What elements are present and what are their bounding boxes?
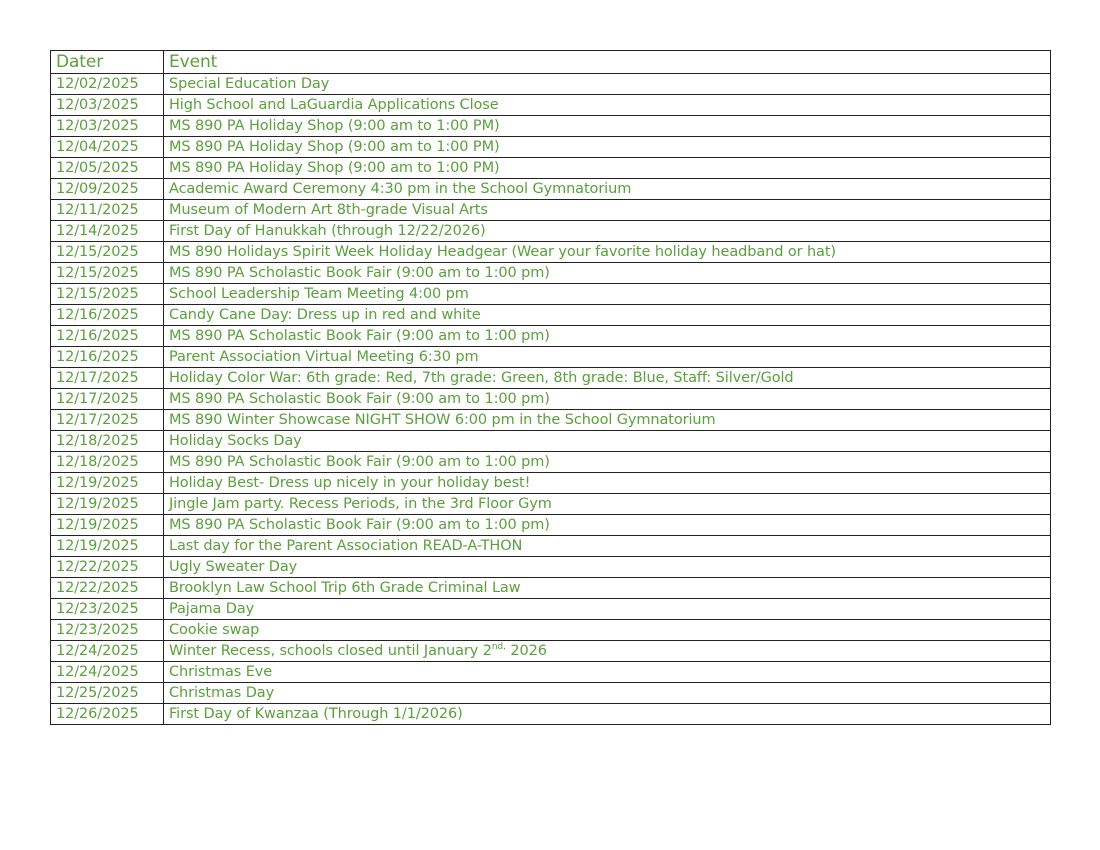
event-date-cell: 12/17/2025 [51,368,164,389]
event-description-cell: High School and LaGuardia Applications Close [164,95,1051,116]
table-row [51,683,1051,704]
event-description-cell: Pajama Day [164,599,1051,620]
event-description-cell: Last day for the Parent Association READ-A-THON [164,536,1051,557]
event-description-cell: Christmas Day [164,683,1051,704]
event-description-cell: Jingle Jam party. Recess Periods, in the 3rd Floor Gym [164,494,1051,515]
table-row [51,641,1051,662]
event-date-cell: 12/05/2025 [51,158,164,179]
event-description-cell: MS 890 PA Scholastic Book Fair (9:00 am to 1:00 pm) [164,452,1051,473]
table-row [51,704,1051,725]
table-row [51,452,1051,473]
event-date-cell: 12/23/2025 [51,620,164,641]
table-row [51,473,1051,494]
event-date-cell: 12/17/2025 [51,389,164,410]
event-description-cell: School Leadership Team Meeting 4:00 pm [164,284,1051,305]
event-date-cell: 12/03/2025 [51,95,164,116]
event-description-cell: MS 890 PA Scholastic Book Fair (9:00 am to 1:00 pm) [164,389,1051,410]
table-row [51,263,1051,284]
table-row [51,200,1051,221]
table-row [51,221,1051,242]
table-row [51,242,1051,263]
event-date-cell: 12/17/2025 [51,410,164,431]
event-date-cell: 12/19/2025 [51,494,164,515]
table-row [51,410,1051,431]
table-row [51,662,1051,683]
event-date-cell: 12/16/2025 [51,347,164,368]
event-description-cell: Museum of Modern Art 8th-grade Visual Arts [164,200,1051,221]
table-row [51,326,1051,347]
event-description-cell: MS 890 PA Holiday Shop (9:00 am to 1:00 PM) [164,116,1051,137]
event-description-cell: Brooklyn Law School Trip 6th Grade Criminal Law [164,578,1051,599]
table-row [51,557,1051,578]
table-row [51,137,1051,158]
event-description-cell: Academic Award Ceremony 4:30 pm in the School Gymnatorium [164,179,1051,200]
event-date-cell: 12/16/2025 [51,326,164,347]
table-row [51,494,1051,515]
event-date-cell: 12/22/2025 [51,557,164,578]
event-date-cell: 12/04/2025 [51,137,164,158]
events-calendar-table [50,50,1051,725]
table-row [51,620,1051,641]
event-date-cell: 12/26/2025 [51,704,164,725]
table-row [51,179,1051,200]
event-date-cell: 12/24/2025 [51,641,164,662]
table-row [51,368,1051,389]
event-date-cell: 12/11/2025 [51,200,164,221]
event-date-cell: 12/23/2025 [51,599,164,620]
event-date-cell: 12/24/2025 [51,662,164,683]
event-date-cell: 12/14/2025 [51,221,164,242]
table-row [51,116,1051,137]
event-description-cell: Special Education Day [164,74,1051,95]
event-date-cell: 12/22/2025 [51,578,164,599]
event-description-cell: MS 890 PA Scholastic Book Fair (9:00 am to 1:00 pm) [164,326,1051,347]
ordinal-suffix: nd, [491,642,506,653]
event-text: Winter Recess, schools closed until January 2 [169,643,492,659]
table-row [51,578,1051,599]
table-row [51,305,1051,326]
table-header-row [51,51,1051,74]
table-row [51,515,1051,536]
event-date-cell: 12/15/2025 [51,242,164,263]
event-description-cell: Holiday Socks Day [164,431,1051,452]
event-date-cell: 12/03/2025 [51,116,164,137]
event-description-cell: First Day of Kwanzaa (Through 1/1/2026) [164,704,1051,725]
event-date-cell: 12/02/2025 [51,74,164,95]
event-date-cell: 12/19/2025 [51,515,164,536]
table-row [51,95,1051,116]
event-description-cell [164,641,1051,662]
event-description-cell: Parent Association Virtual Meeting 6:30 pm [164,347,1051,368]
event-description-cell: MS 890 PA Holiday Shop (9:00 am to 1:00 PM) [164,137,1051,158]
table-row [51,74,1051,95]
event-date-cell: 12/25/2025 [51,683,164,704]
event-column-header: Event [164,51,1051,74]
event-description-cell: MS 890 PA Holiday Shop (9:00 am to 1:00 PM) [164,158,1051,179]
event-date-cell: 12/16/2025 [51,305,164,326]
table-row [51,158,1051,179]
event-description-cell: First Day of Hanukkah (through 12/22/2026) [164,221,1051,242]
event-description-cell: Holiday Color War: 6th grade: Red, 7th grade: Green, 8th grade: Blue, Staff: Silver/Gold [164,368,1051,389]
table-row [51,599,1051,620]
event-description-cell: Holiday Best- Dress up nicely in your holiday best! [164,473,1051,494]
event-description-cell: Christmas Eve [164,662,1051,683]
event-text-tail: 2026 [505,643,547,659]
event-date-cell: 12/15/2025 [51,284,164,305]
event-description-cell: Ugly Sweater Day [164,557,1051,578]
event-date-cell: 12/18/2025 [51,452,164,473]
event-date-cell: 12/09/2025 [51,179,164,200]
event-description-cell: MS 890 PA Scholastic Book Fair (9:00 am to 1:00 pm) [164,263,1051,284]
event-description-cell: MS 890 Winter Showcase NIGHT SHOW 6:00 pm in the School Gymnatorium [164,410,1051,431]
event-date-cell: 12/18/2025 [51,431,164,452]
date-column-header: Dater [51,51,164,74]
event-description-cell: MS 890 PA Scholastic Book Fair (9:00 am to 1:00 pm) [164,515,1051,536]
event-description-cell: Cookie swap [164,620,1051,641]
event-description-cell: Candy Cane Day: Dress up in red and white [164,305,1051,326]
table-row [51,284,1051,305]
table-row [51,431,1051,452]
event-date-cell: 12/15/2025 [51,263,164,284]
table-body [51,74,1051,725]
table-row [51,347,1051,368]
event-date-cell: 12/19/2025 [51,536,164,557]
table-row [51,389,1051,410]
event-date-cell: 12/19/2025 [51,473,164,494]
table-row [51,536,1051,557]
event-description-cell: MS 890 Holidays Spirit Week Holiday Headgear (Wear your favorite holiday headband or hat) [164,242,1051,263]
